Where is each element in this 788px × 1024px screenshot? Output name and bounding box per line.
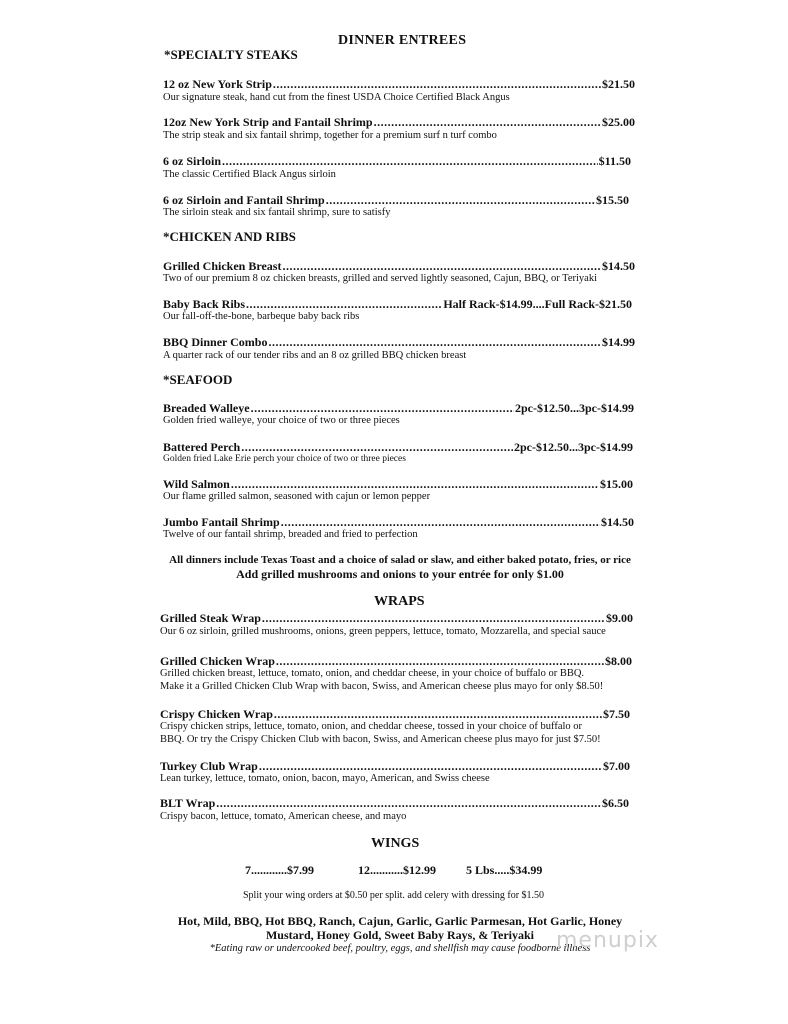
item-price: $15.00 xyxy=(600,477,633,491)
menu-item xyxy=(163,440,633,454)
wing-price-7: 7............$7.99 xyxy=(245,863,314,877)
item-price: $14.50 xyxy=(601,515,634,529)
item-description: A quarter rack of our tender ribs and an 8 oz grilled BBQ chicken breast xyxy=(163,350,467,361)
item-price: $6.50 xyxy=(602,796,629,810)
watermark-logo: menupix xyxy=(556,928,659,953)
leader-dots xyxy=(231,477,599,491)
item-description: Crispy bacon, lettuce, tomato, American cheese, and mayo xyxy=(160,811,407,822)
item-description: BBQ. Or try the Crispy Chicken Club with bacon, Swiss, and American cheese plus mayo for just $7.50! xyxy=(160,734,601,745)
item-price: $14.50 xyxy=(602,259,635,273)
item-name: Turkey Club Wrap xyxy=(160,759,258,773)
leader-dots xyxy=(246,297,442,311)
item-description: The strip steak and six fantail shrimp, together for a premium surf n turf combo xyxy=(163,130,497,141)
item-price: 2pc-$12.50...3pc-$14.99 xyxy=(515,401,634,415)
menu-item xyxy=(160,707,630,721)
menu-item xyxy=(163,297,632,311)
item-name: 12oz New York Strip and Fantail Shrimp xyxy=(163,115,373,129)
leader-dots xyxy=(251,401,514,415)
dinner-addon-note: Add grilled mushrooms and onions to your entrée for only $1.00 xyxy=(236,567,564,581)
item-description: Grilled chicken breast, lettuce, tomato, onion, and cheddar cheese, in your choice of buffalo or BBQ. xyxy=(160,668,585,679)
section-seafood: *SEAFOOD xyxy=(163,372,233,387)
item-price: $25.00 xyxy=(602,115,635,129)
menu-item xyxy=(160,796,629,810)
item-description: Our fall-off-the-bone, barbeque baby back ribs xyxy=(163,311,360,322)
section-specialty-steaks: *SPECIALTY STEAKS xyxy=(164,47,298,62)
leader-dots xyxy=(282,259,601,273)
item-price: $21.50 xyxy=(602,77,635,91)
menu-item xyxy=(160,759,630,773)
menu-item xyxy=(163,515,634,529)
item-description: Our flame grilled salmon, seasoned with cajun or lemon pepper xyxy=(163,491,431,502)
wing-flavors-line-2: Mustard, Honey Gold, Sweet Baby Rays, & Teriyaki xyxy=(265,928,535,942)
item-name: 6 oz Sirloin xyxy=(163,154,222,168)
menu-item xyxy=(163,193,629,207)
leader-dots xyxy=(374,115,601,129)
item-description: Our signature steak, hand cut from the finest USDA Choice Certified Black Angus xyxy=(163,92,510,103)
section-wings: WINGS xyxy=(371,836,420,851)
item-price: $7.00 xyxy=(603,759,630,773)
leader-dots xyxy=(268,335,601,349)
item-description: The sirloin steak and six fantail shrimp, sure to satisfy xyxy=(163,207,391,218)
item-price: $14.99 xyxy=(602,335,635,349)
item-name: Crispy Chicken Wrap xyxy=(160,707,273,721)
menu-item xyxy=(163,477,633,491)
leader-dots xyxy=(273,77,601,91)
leader-dots xyxy=(281,515,600,529)
item-name: Breaded Walleye xyxy=(163,401,250,415)
item-name: Grilled Steak Wrap xyxy=(160,611,261,625)
item-name: Grilled Chicken Wrap xyxy=(160,654,275,668)
item-name: Battered Perch xyxy=(163,440,241,454)
menu-item xyxy=(163,154,631,168)
item-description: Golden fried walleye, your choice of two or three pieces xyxy=(163,415,400,426)
item-description: Make it a Grilled Chicken Club Wrap with bacon, Swiss, and American cheese plus mayo for only $8.50! xyxy=(160,681,604,692)
section-wraps: WRAPS xyxy=(374,594,425,609)
leader-dots xyxy=(222,154,598,168)
item-name: BBQ Dinner Combo xyxy=(163,335,268,349)
wing-flavors-line-1: Hot, Mild, BBQ, Hot BBQ, Ranch, Cajun, Garlic, Garlic Parmesan, Hot Garlic, Honey xyxy=(177,914,623,928)
item-name: 12 oz New York Strip xyxy=(163,77,272,91)
item-price: 2pc-$12.50...3pc-$14.99 xyxy=(514,440,633,454)
item-price: $15.50 xyxy=(596,193,629,207)
item-description: Crispy chicken strips, lettuce, tomato, onion, and cheddar cheese, tossed in your choice of buffalo or xyxy=(160,721,583,732)
item-price: Half Rack-$14.99....Full Rack-$21.50 xyxy=(443,297,632,311)
leader-dots xyxy=(241,440,513,454)
wing-split-note: Split your wing orders at $0.50 per split. add celery with dressing for $1.50 xyxy=(243,890,545,901)
item-description: Our 6 oz sirloin, grilled mushrooms, onions, green peppers, lettuce, tomato, Mozzarella, and special sauce xyxy=(160,626,606,637)
item-name: BLT Wrap xyxy=(160,796,216,810)
item-name: Jumbo Fantail Shrimp xyxy=(163,515,280,529)
leader-dots xyxy=(216,796,601,810)
item-description: Twelve of our fantail shrimp, breaded and fried to perfection xyxy=(163,529,418,540)
item-name: Wild Salmon xyxy=(163,477,230,491)
item-name: 6 oz Sirloin and Fantail Shrimp xyxy=(163,193,325,207)
menu-item xyxy=(163,115,635,129)
leader-dots xyxy=(326,193,595,207)
item-price: $7.50 xyxy=(603,707,630,721)
item-description: The classic Certified Black Angus sirloin xyxy=(163,169,336,180)
wing-price-5lbs: 5 Lbs.....$34.99 xyxy=(466,863,543,877)
leader-dots xyxy=(274,707,602,721)
dinner-includes-note: All dinners include Texas Toast and a choice of salad or slaw, and either baked potato, fries, or rice xyxy=(169,554,631,566)
item-description: Two of our premium 8 oz chicken breasts, grilled and served lightly seasoned, Cajun, BBQ, or Teriyaki xyxy=(163,273,597,284)
menu-item xyxy=(160,654,632,668)
food-safety-disclaimer: *Eating raw or undercooked beef, poultry, eggs, and shellfish may cause foodborne illness xyxy=(209,943,591,954)
leader-dots xyxy=(259,759,602,773)
leader-dots xyxy=(262,611,605,625)
item-price: $8.00 xyxy=(605,654,632,668)
page-title: DINNER ENTREES xyxy=(338,33,467,48)
item-description: Golden fried Lake Erie perch your choice of two or three pieces xyxy=(163,454,406,464)
section-chicken-and-ribs: *CHICKEN AND RIBS xyxy=(163,229,296,244)
item-name: Baby Back Ribs xyxy=(163,297,246,311)
menu-item xyxy=(160,611,633,625)
leader-dots xyxy=(276,654,604,668)
menu-item xyxy=(163,77,635,91)
menu-item xyxy=(163,259,635,273)
item-description: Lean turkey, lettuce, tomato, onion, bacon, mayo, American, and Swiss cheese xyxy=(160,773,490,784)
item-name: Grilled Chicken Breast xyxy=(163,259,282,273)
menu-item xyxy=(163,335,635,349)
item-price: $11.50 xyxy=(598,154,631,168)
item-price: $9.00 xyxy=(606,611,633,625)
wing-price-12: 12...........$12.99 xyxy=(358,863,436,877)
menu-item xyxy=(163,401,634,415)
